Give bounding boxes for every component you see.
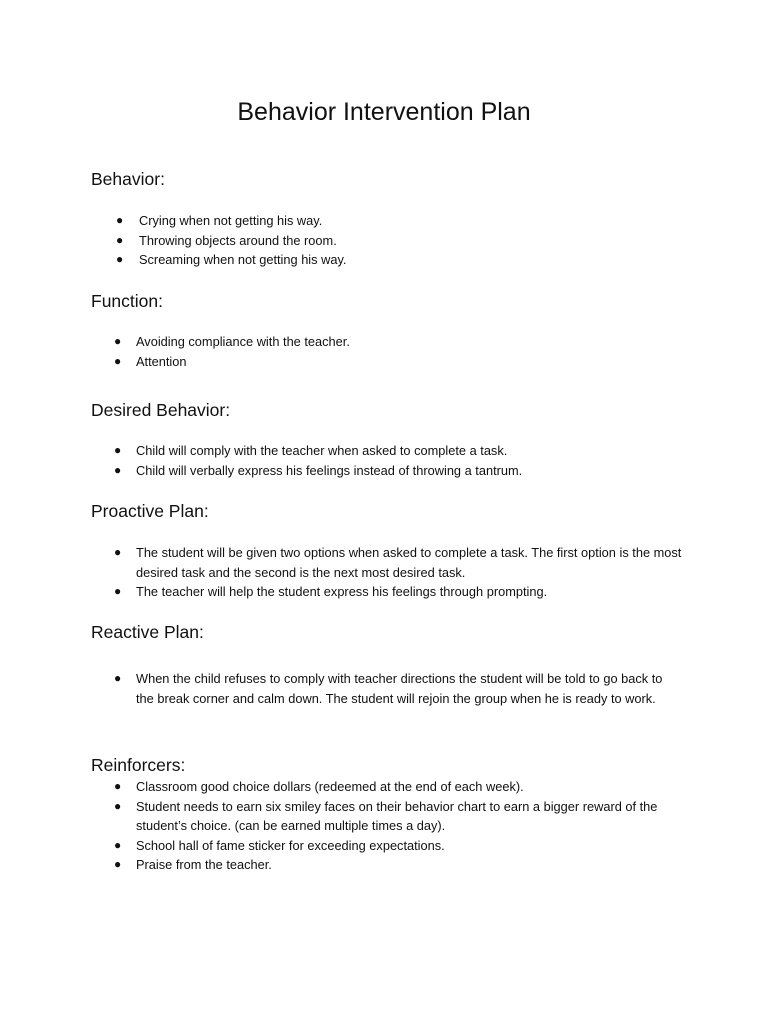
section-heading-function: Function:	[91, 291, 163, 311]
bullet-icon: ●	[116, 213, 124, 227]
desired-behavior-list	[0, 441, 768, 480]
proactive-plan-list	[0, 543, 768, 602]
page-title: Behavior Intervention Plan	[237, 98, 531, 126]
section-heading-proactive-plan: Proactive Plan:	[91, 501, 209, 521]
function-list	[0, 332, 768, 371]
bullet-icon: ●	[116, 232, 124, 247]
section-heading-reactive-plan: Reactive Plan:	[91, 622, 204, 642]
bullet-icon: ●	[114, 353, 122, 368]
list-item: ● Classroom good choice dollars (redeemed at the end of each week).	[0, 777, 768, 797]
bullet-icon: ●	[114, 857, 122, 871]
bullet-icon: ●	[114, 798, 122, 813]
list-item: ● Child will verbally express his feelings instead of throwing a tantrum.	[0, 461, 768, 481]
section-heading-behavior: Behavior:	[91, 169, 165, 189]
list-item: ● Avoiding compliance with the teacher.	[0, 332, 768, 352]
section-heading-reinforcers: Reinforcers:	[91, 755, 186, 775]
reinforcers-list	[0, 777, 768, 875]
list-item: ● Attention	[0, 352, 768, 372]
behavior-list	[0, 211, 768, 270]
bullet-icon: ●	[114, 334, 122, 348]
list-item: ● Throwing objects around the room.	[0, 231, 768, 251]
list-item: ● Crying when not getting his way.	[0, 211, 768, 231]
bullet-icon: ●	[114, 671, 122, 685]
list-item: ● Student needs to earn six smiley faces on their behavior chart to earn a bigger reward of the student’s choice. (can be earned multiple times a day).	[114, 798, 658, 833]
bullet-icon: ●	[114, 837, 122, 852]
list-item: ● The teacher will help the student express his feelings through prompting.	[0, 582, 768, 602]
list-item: ● When the child refuses to comply with teacher directions the student will be told to go back to the break corner and calm down. The student will rejoin the group when he is ready to work.	[114, 671, 663, 706]
bullet-icon: ●	[114, 462, 122, 477]
bullet-icon: ●	[114, 584, 122, 598]
list-item: ● School hall of fame sticker for exceeding expectations.	[0, 836, 768, 856]
section-heading-desired-behavior: Desired Behavior:	[91, 400, 231, 420]
bullet-icon: ●	[114, 779, 122, 793]
list-item: ● Praise from the teacher.	[0, 855, 768, 875]
list-item: ● Screaming when not getting his way.	[0, 250, 768, 270]
bullet-icon: ●	[116, 252, 124, 266]
reactive-plan-list	[0, 669, 768, 708]
bullet-icon: ●	[114, 545, 122, 559]
bullet-icon: ●	[114, 443, 122, 457]
list-item: ● The student will be given two options when asked to complete a task. The first option is the most desired task and the second is the next most desired task.	[114, 545, 682, 580]
list-item: ● Child will comply with the teacher when asked to complete a task.	[0, 441, 768, 461]
